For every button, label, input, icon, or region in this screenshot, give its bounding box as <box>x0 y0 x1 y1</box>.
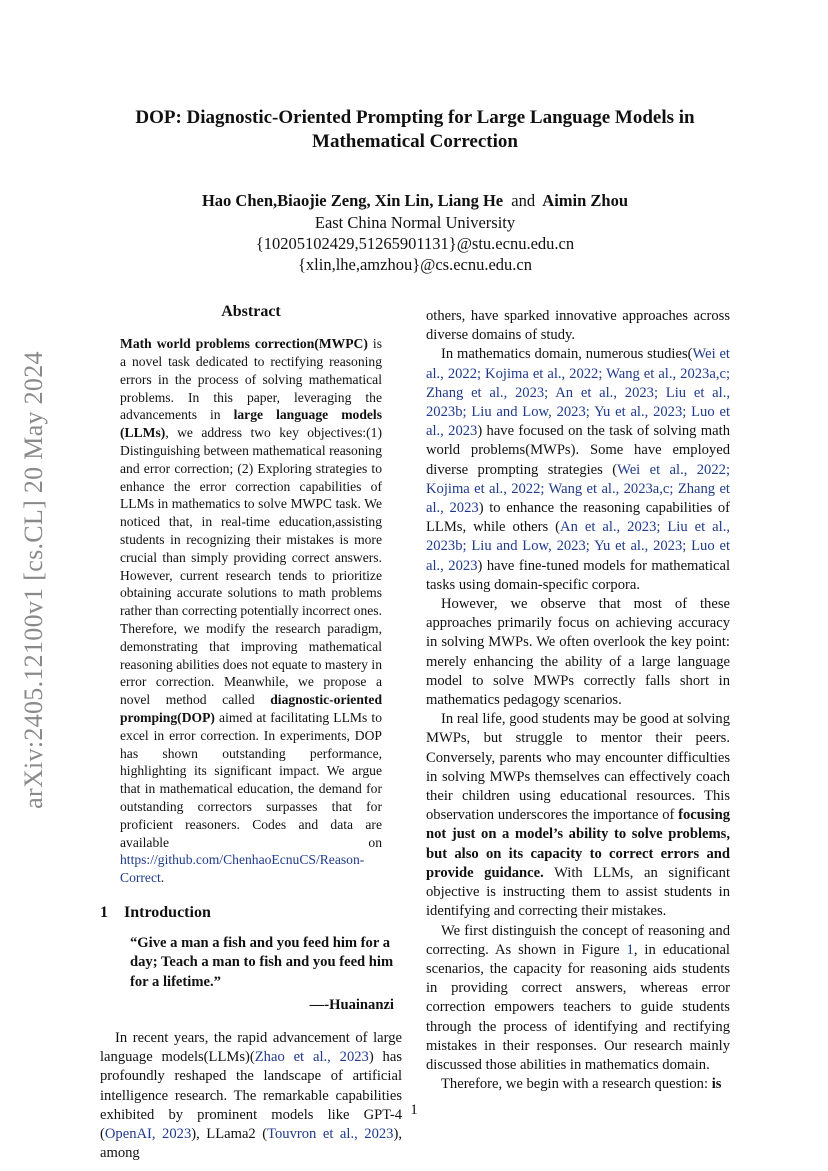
abstract-part-1: is a novel task dedicated to rectifying reasoning errors in the process of solving mathematical problems. In this paper, leveraging the advancements in <box>120 336 382 423</box>
text-run: ), among <box>100 1125 402 1162</box>
arxiv-stamp: arXiv:2405.12100v1 [cs.CL] 20 May 2024 <box>19 351 48 809</box>
text-run: Therefore, we begin with a research question: <box>441 1076 712 1093</box>
text-run: ) has profoundly reshaped the landscape of artificial intelligence research. The remarkable capabilities exhibited by prominent models like GPT-4 ( <box>100 1049 403 1142</box>
abstract-heading: Abstract <box>221 303 281 320</box>
citation-link[interactable]: OpenAI, 2023 <box>104 1125 192 1142</box>
right-paragraph-4 <box>426 922 730 1076</box>
title-line-1: DOP: Diagnostic-Oriented Prompting for Large Language Models in <box>135 107 695 128</box>
right-paragraph-1 <box>426 345 730 595</box>
right-paragraph-0: others, have sparked innovative approaches across diverse domains of study. <box>426 308 730 344</box>
citation-link[interactable]: Wei et al., 2022; Kojima et al., 2022; Wang et al., 2023a,c; Zhang et al., 2023; An et al., 2023; Liu et al., 2023b; Liu and Low, 2023; Yu et al., 2023; Luo et al., 2023 <box>426 346 730 440</box>
abstract-term-dop: diagnostic-oriented promping(DOP) <box>120 692 382 725</box>
text-run: We first distinguish the concept of reasoning and correcting. As shown in Figure <box>426 922 730 958</box>
right-paragraph-2: However, we observe that most of these approaches primarily focus on achieving accuracy in solving MWPs. We often overlook the key point: merely enhancing the ability of a large language model to solve MWPs correctly falls short in mathematics pedagogy scenarios. <box>426 596 730 709</box>
abstract-text <box>120 335 382 887</box>
authors: Hao Chen,Biaojie Zeng, Xin Lin, Liang He <box>201 191 504 210</box>
section-title: Introduction <box>124 903 211 921</box>
title-line-2: Mathematical Correction <box>312 131 518 152</box>
email-faculty: {xlin,lhe,amzhou}@cs.ecnu.edu.cn <box>297 255 532 274</box>
right-paragraph-3 <box>426 710 730 921</box>
paper-header <box>100 106 730 275</box>
section-number: 1 <box>100 903 108 921</box>
abstract-term-llms: large language models (LLMs) <box>120 407 382 441</box>
abstract-part-3: aimed at facilitating LLMs to excel in error correction. In experiments, DOP has shown outstanding performance, highlighting its significant impact. We argue that in mathematical education, the demand for outstanding correctors surpasses that for proficient reasoners. Codes and data are available on <box>120 709 382 850</box>
abstract-end: . <box>160 870 165 886</box>
text-run: ) have focused on the task of solving math world problems(MWPs). Some have employed diverse prompting strategies ( <box>426 423 730 478</box>
emphasis-text: is <box>711 1076 722 1093</box>
text-run: , in educational scenarios, the capacity for reasoning aids students in providing correct answers, whereas error correction empowers teachers to guide students through the process of identifying and rectifying mistakes in their responses. Our research mainly discussed those abilities in mathematics domain. <box>426 941 730 1073</box>
author-list <box>100 190 730 212</box>
right-paragraph-5 <box>426 1075 730 1094</box>
citation-link[interactable]: Zhao et al., 2023 <box>254 1049 369 1066</box>
text-run: ), LLama2 ( <box>191 1125 268 1142</box>
abstract-part-2: , we address two key objectives:(1) Distinguishing between mathematical reasoning and error correction; (2) Exploring strategies to enhance the error correction capabilities of LLMs in mathematics to solve MWPC task. We noticed that, in real-time education,assisting students in recognizing their mistakes is more crucial than simply providing correct answers. However, current research tends to prioritize obtaining accurate solutions to math problems rather than correcting potentially incorrect ones. Therefore, we modify the research paradigm, demonstrating that improving mathematical reasoning abilities does not equate to mastery in error correction. Meanwhile, we propose a novel method called <box>120 425 382 708</box>
affiliation: East China Normal University <box>314 213 516 232</box>
page-number: 1 <box>410 1102 418 1118</box>
code-link[interactable]: https://github.com/ChenhaoEcnuCS/Reason-Correct <box>120 852 365 886</box>
email-students: {10205102429,51265901131}@stu.ecnu.edu.cn <box>255 234 575 253</box>
text-run: With LLMs, an significant objective is instructing them to assist students in identifying and correcting their mistakes. <box>426 864 731 920</box>
left-column <box>100 302 402 1163</box>
citation-link[interactable]: Touvron et al., 2023 <box>267 1125 394 1142</box>
citation-link[interactable]: An et al., 2023; Liu et al., 2023b; Liu and Low, 2023; Yu et al., 2023; Luo et al., 2023 <box>426 519 730 574</box>
intro-paragraph-1 <box>100 1029 402 1163</box>
right-column <box>426 307 730 1094</box>
epigraph-author: —-Huainanzi <box>309 996 394 1013</box>
paper-title <box>100 106 730 154</box>
text-run: In mathematics domain, numerous studies( <box>441 346 693 363</box>
text-run: ) have fine-tuned models for mathematical tasks using domain-specific corpora. <box>426 557 731 593</box>
arxiv-sidebar <box>14 300 54 860</box>
text-run: In real life, good students may be good at solving MWPs, but struggle to mentor their peers. Conversely, parents who may encounter difficulties in solving MWPs themselves can effectively coach their children using educational resources. This observation underscores the importance of <box>426 711 730 824</box>
intro-heading <box>100 903 402 922</box>
abstract-term-mwpc: Math world problems correction(MWPC) <box>120 336 368 352</box>
epigraph-quote: “Give a man a fish and you feed him for a day; Teach a man to fish and you feed him for a lifetime.” <box>130 935 394 990</box>
text-run: ) to enhance the reasoning capabilities of LLMs, while others ( <box>426 500 730 536</box>
citation-link[interactable]: Wei et al., 2022; Kojima et al., 2022; Wang et al., 2023a,c; Zhang et al., 2023 <box>426 461 730 517</box>
author-last: Aimin Zhou <box>542 191 629 210</box>
authors-and: and <box>511 191 536 210</box>
figure-ref-link[interactable]: 1 <box>626 941 634 958</box>
text-run: In recent years, the rapid advancement of large language models(LLMs)( <box>100 1029 402 1066</box>
emphasis-text: focusing not just on a model’s ability to solve problems, but also on its capacity to correct errors and provide guidance. <box>426 807 730 881</box>
